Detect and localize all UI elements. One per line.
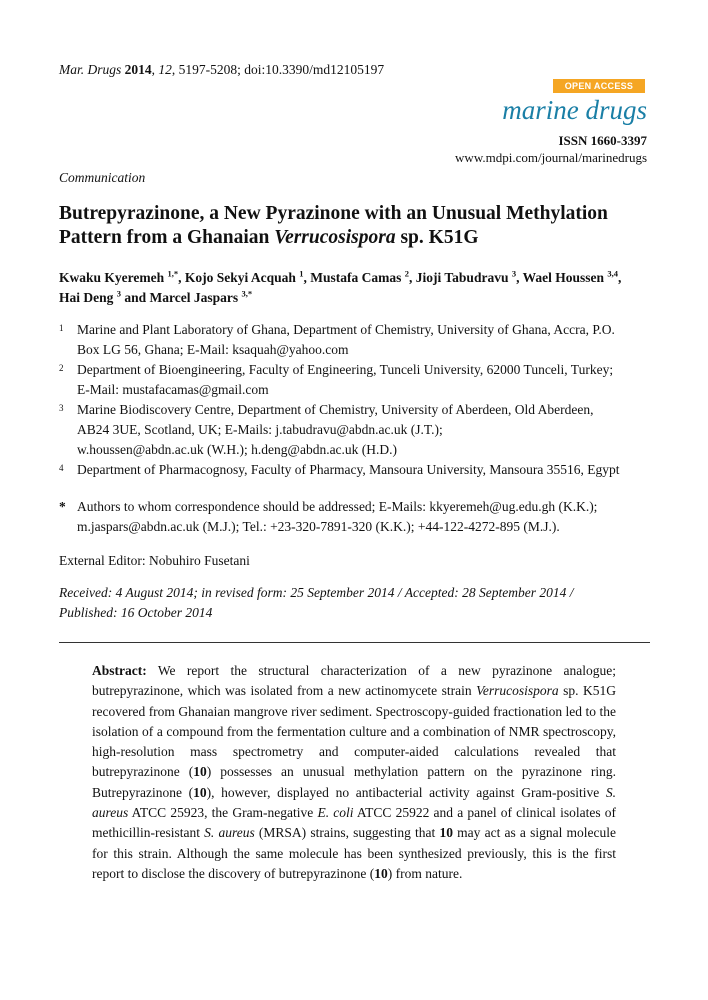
citation-pages-doi[interactable]: , 5197-5208; doi:10.3390/md12105197 — [171, 62, 385, 77]
citation-volume: 12 — [158, 62, 172, 77]
issn: ISSN 1660-3397 — [558, 133, 647, 148]
author-name: Jioji Tabudravu — [415, 270, 509, 285]
author-name: Kojo Sekyi Acquah — [184, 270, 296, 285]
affiliation-number: 3 — [59, 403, 64, 413]
author-affiliation: 3 — [116, 288, 122, 299]
title-line-1: Butrepyrazinone, a New Pyrazinone with an Unusual Methylation — [59, 203, 608, 224]
author-line-1: Kwaku Kyeremeh $^{1,*}$, Kojo Sekyi Acquah $^1$, Mustafa Camas $^2$, Jioji Tabudravu $^3$, Wael Houssen $^{3,4}$, — [59, 268, 622, 285]
dates-line-2: Published: 16 October 2014 — [59, 605, 213, 620]
journal-logo: marine drugs — [502, 95, 647, 125]
author-affiliation: 3 — [511, 268, 517, 279]
journal-website-link[interactable]: www.mdpi.com/journal/marinedrugs — [455, 150, 647, 165]
abstract-label: Abstract: — [92, 663, 147, 678]
title-line-2: Pattern from a Ghanaian Verrucosispora sp. K51G — [59, 227, 479, 248]
author-name: Marcel Jaspars — [149, 290, 239, 305]
citation-year: 2014 — [124, 62, 152, 77]
article-type: Communication — [59, 170, 146, 185]
journal-abbrev: Mar. Drugs — [59, 62, 122, 77]
citation-line: Mar. Drugs 2014, 12, 5197-5208; doi:10.3390/md12105197 — [59, 62, 385, 77]
publication-dates — [59, 583, 659, 623]
external-editor: External Editor: Nobuhiro Fusetani — [59, 553, 250, 568]
correspondence-star: * — [59, 499, 66, 514]
title-genus: Verrucosispora — [274, 227, 396, 248]
author-name: Hai Deng — [59, 290, 114, 305]
author-name: Kwaku Kyeremeh — [59, 270, 165, 285]
author-affiliation: 2 — [404, 268, 410, 279]
affiliation-number: 2 — [59, 363, 64, 373]
author-affiliation: 3,* — [241, 288, 253, 299]
author-list — [59, 268, 659, 308]
section-divider — [59, 642, 650, 643]
affiliation-number: 4 — [59, 463, 64, 473]
dates-line-1: Received: 4 August 2014; in revised form: 25 September 2014 / Accepted: 28 September 2014 / — [59, 585, 574, 600]
abstract: Abstract: We report the structural characterization of a new pyrazinone analogue; butrepyrazinone, which was isolated from a new actinomycete strain Verrucosispora sp. K51G recovered from Ghanaian mangrove river sediment. Spectroscopy-guided fractionation led to the isolation of a compound from the fermentation culture and a combination of NMR spectroscopy, high-resolution mass spectrometry and computer-aided calculations revealed that butrepyrazinone (10) possesses an unusual methylation pattern on the pyrazinone ring. Butrepyrazinone (10), however, displayed no antibacterial activity against Gram-positive S. aureus ATCC 25923, the Gram-negative E. coli ATCC 25922 and a panel of clinical isolates of methicillin-resistant S. aureus (MRSA) strains, suggesting that 10 may act as a signal molecule for this strain. Although the same molecule has been synthesized previously, this is the first report to disclose the discovery of butrepyrazinone (10) from nature. — [92, 663, 616, 881]
author-affiliation: 1 — [299, 268, 304, 279]
author-line-2: Hai Deng $^3$ and Marcel Jaspars $^{3,*}$ — [59, 288, 253, 305]
article-title — [59, 202, 659, 250]
author-affiliation: 3,4 — [607, 268, 618, 279]
author-name: Wael Houssen — [522, 270, 604, 285]
author-name: Mustafa Camas — [310, 270, 402, 285]
author-affiliation: 1,* — [167, 268, 179, 279]
open-access-badge: OPEN ACCESS — [553, 79, 645, 93]
affiliation-number: 1 — [59, 323, 64, 333]
